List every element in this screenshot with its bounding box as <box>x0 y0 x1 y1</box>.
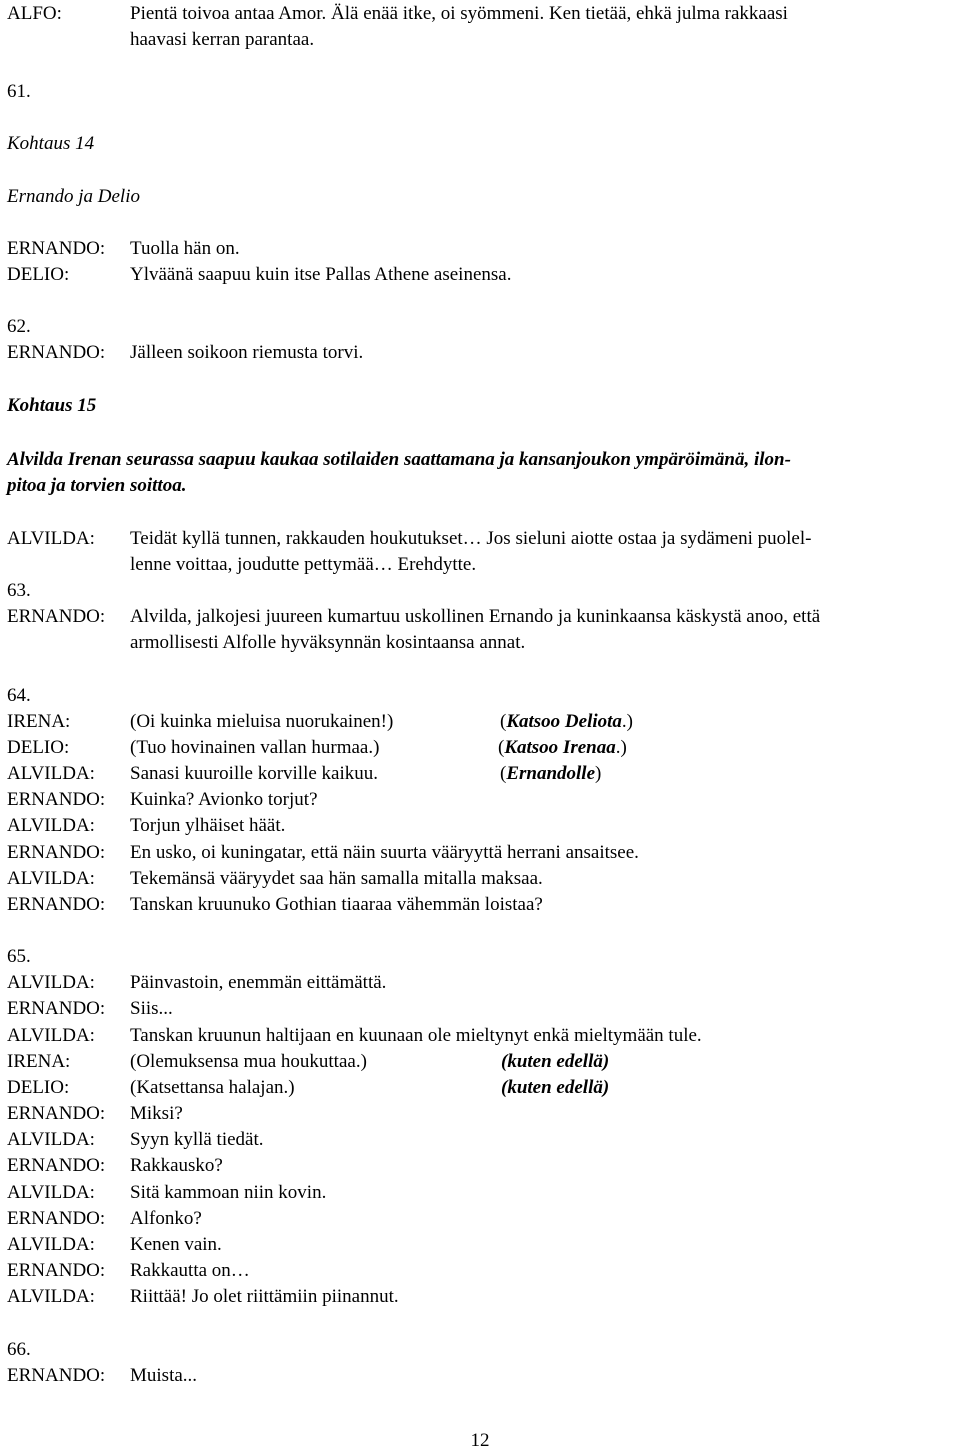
speaker-name: ALVILDA: <box>7 815 95 836</box>
dialogue-text: Muista... <box>130 1365 198 1386</box>
stage-direction: pitoa ja torvien soittoa. <box>7 475 187 496</box>
dialogue-text: haavasi kerran parantaa. <box>130 29 315 50</box>
speaker-name: ERNANDO: <box>7 894 106 915</box>
speaker-name: ALVILDA: <box>7 972 95 993</box>
section-number: 61. <box>7 81 31 102</box>
dialogue-text: Syyn kyllä tiedät. <box>130 1129 264 1150</box>
speaker-name: ALFO: <box>7 3 62 24</box>
aside-direction: (Katsoo Irenaa.) <box>498 737 627 758</box>
dialogue-text: Alvilda, jalkojesi juureen kumartuu uskollinen Ernando ja kuninkaansa käskystä anoo, että <box>130 606 821 627</box>
speaker-name: ERNANDO: <box>7 1208 106 1229</box>
speaker-name: ALVILDA: <box>7 528 95 549</box>
section-number: 66. <box>7 1339 31 1360</box>
dialogue-text: Päinvastoin, enemmän eittämättä. <box>130 972 387 993</box>
speaker-name: DELIO: <box>7 1077 70 1098</box>
speaker-name: ALVILDA: <box>7 1286 95 1307</box>
scene-heading: Kohtaus 15 <box>7 395 97 416</box>
speaker-name: ALVILDA: <box>7 1182 95 1203</box>
dialogue-text: Tuolla hän on. <box>130 238 240 259</box>
speaker-name: ERNANDO: <box>7 789 106 810</box>
aside-direction: (kuten edellä) <box>501 1051 610 1072</box>
speaker-name: ERNANDO: <box>7 238 106 259</box>
scene-heading: Kohtaus 14 <box>7 133 95 154</box>
dialogue-text: (Katsettansa halajan.) <box>130 1077 295 1098</box>
speaker-name: ERNANDO: <box>7 1260 106 1281</box>
dialogue-text: Jälleen soikoon riemusta torvi. <box>130 342 364 363</box>
speaker-name: ERNANDO: <box>7 1365 106 1386</box>
speaker-name: ALVILDA: <box>7 1234 95 1255</box>
speaker-name: ERNANDO: <box>7 998 106 1019</box>
section-number: 65. <box>7 946 31 967</box>
dialogue-text: Sitä kammoan niin kovin. <box>130 1182 327 1203</box>
aside-direction: (Katsoo Deliota.) <box>500 711 633 732</box>
dialogue-text: (Oi kuinka mieluisa nuorukainen!) <box>130 711 394 732</box>
speaker-name: ERNANDO: <box>7 606 106 627</box>
dialogue-text: lenne voittaa, joudutte pettymää… Erehdytte. <box>130 554 477 575</box>
speaker-name: ERNANDO: <box>7 1155 106 1176</box>
page-number: 12 <box>470 1430 490 1451</box>
stage-direction: Alvilda Irenan seurassa saapuu kaukaa sotilaiden saattamana ja kansanjoukon ympäröimänä, ilon- <box>7 449 791 470</box>
dialogue-text: Alfonko? <box>130 1208 202 1229</box>
speaker-name: DELIO: <box>7 264 70 285</box>
dialogue-text: Pientä toivoa antaa Amor. Älä enää itke, oi syömmeni. Ken tietää, ehkä julma rakkaasi <box>130 3 788 24</box>
speaker-name: ALVILDA: <box>7 1025 95 1046</box>
speaker-name: ALVILDA: <box>7 763 95 784</box>
speaker-name: IRENA: <box>7 711 71 732</box>
speaker-name: DELIO: <box>7 737 70 758</box>
dialogue-text: Tekemänsä vääryydet saa hän samalla mitalla maksaa. <box>130 868 543 889</box>
speaker-name: IRENA: <box>7 1051 71 1072</box>
speaker-name: ALVILDA: <box>7 1129 95 1150</box>
section-number: 62. <box>7 316 31 337</box>
dialogue-text: Teidät kyllä tunnen, rakkauden houkutukset… Jos sieluni aiotte ostaa ja sydämeni puolel- <box>130 528 812 549</box>
dialogue-text: Tanskan kruunun haltijaan en kuunaan ole mieltynyt enkä mieltymään tule. <box>130 1025 702 1046</box>
scene-characters: Ernando ja Delio <box>7 186 140 207</box>
dialogue-text: Siis... <box>130 998 173 1019</box>
dialogue-text: Rakkausko? <box>130 1155 223 1176</box>
dialogue-text: Rakkautta on… <box>130 1260 250 1281</box>
dialogue-text: Tanskan kruunuko Gothian tiaaraa vähemmän loistaa? <box>130 894 543 915</box>
speaker-name: ALVILDA: <box>7 868 95 889</box>
dialogue-text: Riittää! Jo olet riittämiin piinannut. <box>130 1286 399 1307</box>
dialogue-text: Kenen vain. <box>130 1234 222 1255</box>
dialogue-text: (Olemuksensa mua houkuttaa.) <box>130 1051 367 1072</box>
section-number: 64. <box>7 685 31 706</box>
section-number: 63. <box>7 580 31 601</box>
speaker-name: ERNANDO: <box>7 842 106 863</box>
dialogue-text: Kuinka? Avionko torjut? <box>130 789 318 810</box>
dialogue-text: En usko, oi kuningatar, että näin suurta vääryyttä herrani ansaitsee. <box>130 842 639 863</box>
aside-direction: (Ernandolle) <box>500 763 602 784</box>
speaker-name: ERNANDO: <box>7 342 106 363</box>
dialogue-text: armollisesti Alfolle hyväksynnän kosintaansa annat. <box>130 632 526 653</box>
aside-direction: (kuten edellä) <box>501 1077 610 1098</box>
dialogue-text: Ylväänä saapuu kuin itse Pallas Athene aseinensa. <box>130 264 512 285</box>
dialogue-text: (Tuo hovinainen vallan hurmaa.) <box>130 737 380 758</box>
speaker-name: ERNANDO: <box>7 1103 106 1124</box>
dialogue-text: Torjun ylhäiset häät. <box>130 815 286 836</box>
dialogue-text: Miksi? <box>130 1103 183 1124</box>
dialogue-text: Sanasi kuuroille korville kaikuu. <box>130 763 379 784</box>
